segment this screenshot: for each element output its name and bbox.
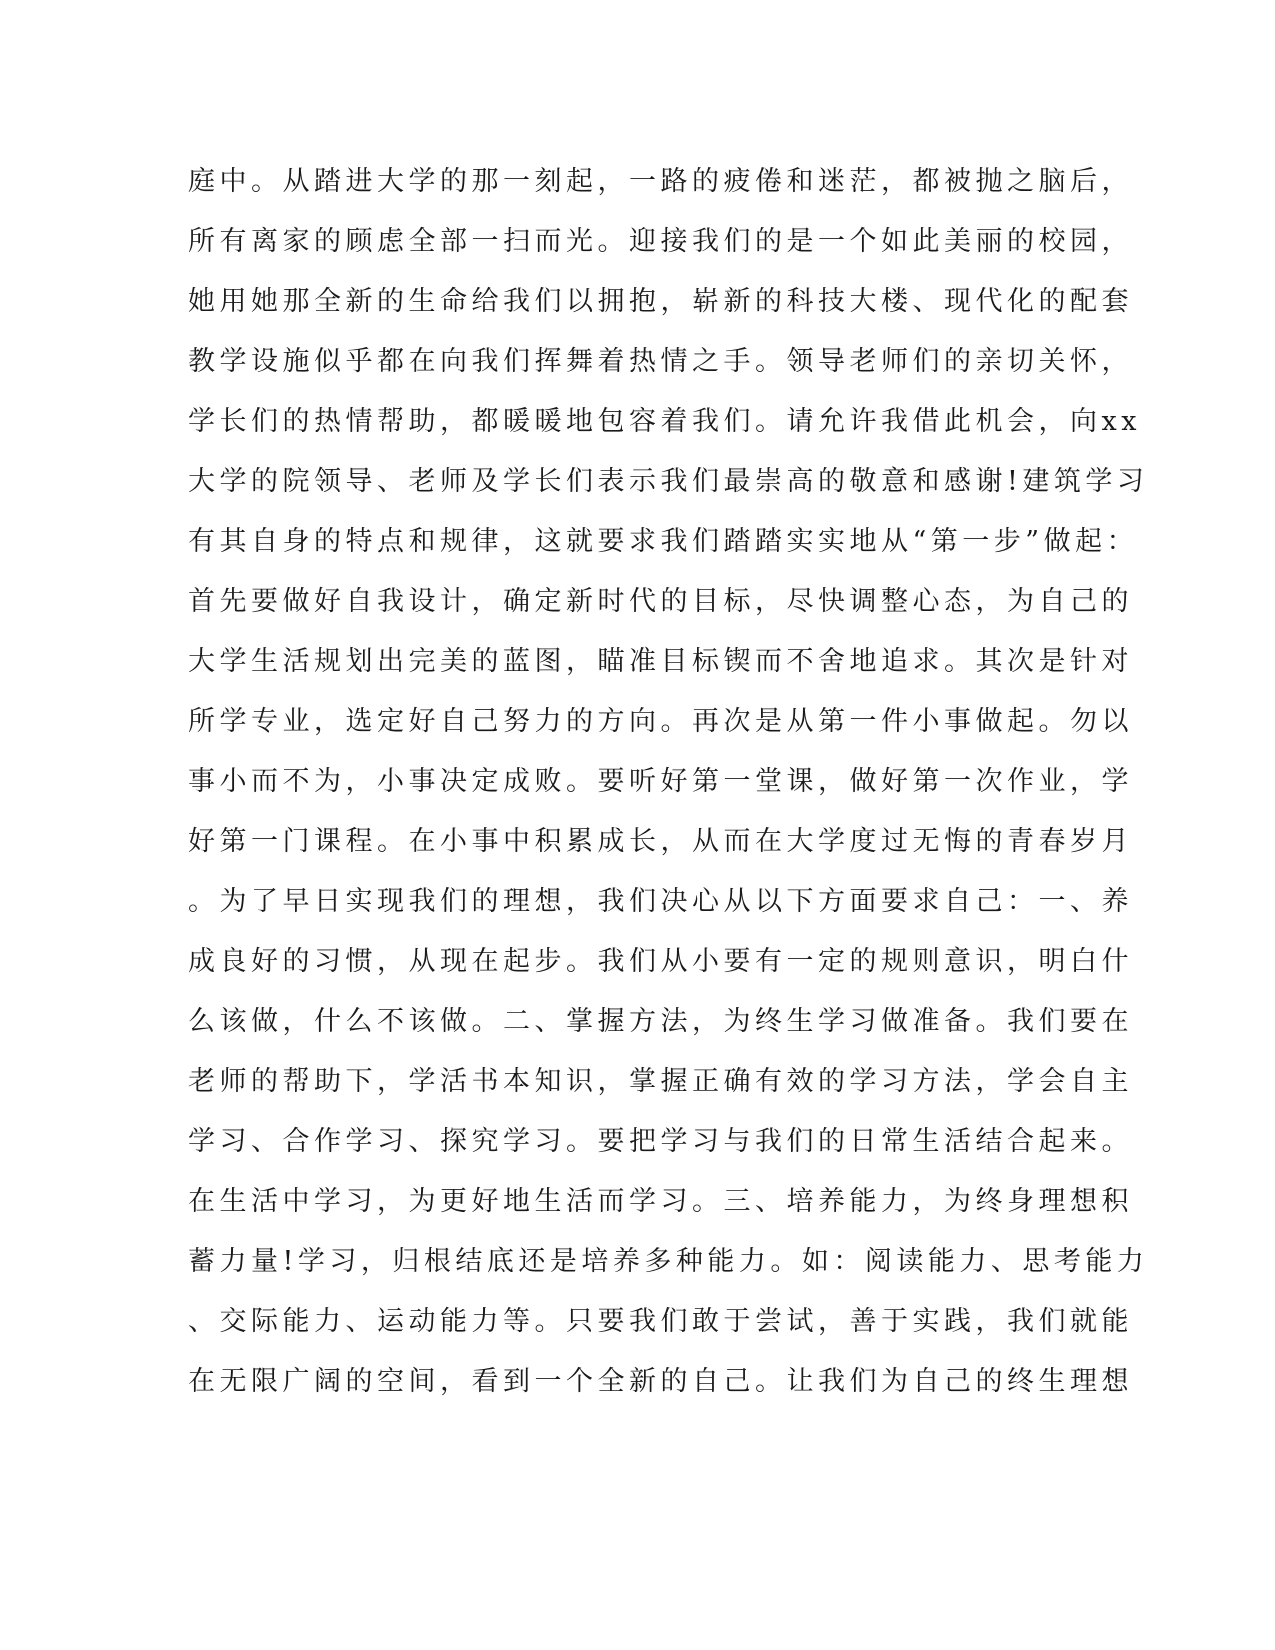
text-line: 所有离家的顾虑全部一扫而光。迎接我们的是一个如此美丽的校园， [188,226,1133,257]
text-line: 事小而不为，小事决定成败。要听好第一堂课，做好第一次作业，学 [188,766,1133,797]
text-line: 。为了早日实现我们的理想，我们决心从以下方面要求自己：一、养 [188,886,1133,917]
text-line: 她用她那全新的生命给我们以拥抱，崭新的科技大楼、现代化的配套 [188,286,1133,317]
text-line: 、交际能力、运动能力等。只要我们敢于尝试，善于实践，我们就能 [188,1306,1133,1337]
text-line: 学长们的热情帮助，都暖暖地包容着我们。请允许我借此机会，向xx [188,406,1141,437]
body-text [188,152,1149,1412]
text-line: 所学专业，选定好自己努力的方向。再次是从第一件小事做起。勿以 [188,706,1133,737]
text-line: 成良好的习惯，从现在起步。我们从小要有一定的规则意识，明白什 [188,946,1133,977]
text-line: 学习、合作学习、探究学习。要把学习与我们的日常生活结合起来。 [188,1126,1133,1157]
text-line: 老师的帮助下，学活书本知识，掌握正确有效的学习方法，学会自主 [188,1066,1133,1097]
text-line: 么该做，什么不该做。二、掌握方法，为终生学习做准备。我们要在 [188,1006,1133,1037]
text-line: 教学设施似乎都在向我们挥舞着热情之手。领导老师们的亲切关怀， [188,346,1133,377]
text-line: 首先要做好自我设计，确定新时代的目标，尽快调整心态，为自己的 [188,586,1133,617]
text-line: 在生活中学习，为更好地生活而学习。三、培养能力，为终身理想积 [188,1186,1133,1217]
text-line: 在无限广阔的空间，看到一个全新的自己。让我们为自己的终生理想 [188,1366,1133,1397]
text-line: 庭中。从踏进大学的那一刻起，一路的疲倦和迷茫，都被抛之脑后， [188,166,1133,197]
text-line: 好第一门课程。在小事中积累成长，从而在大学度过无悔的青春岁月 [188,826,1133,857]
text-line: 有其自身的特点和规律，这就要求我们踏踏实实地从“第一步”做起： [188,526,1139,557]
text-line: 蓄力量!学习，归根结底还是培养多种能力。如：阅读能力、思考能力 [188,1246,1149,1277]
text-line: 大学的院领导、老师及学长们表示我们最崇高的敬意和感谢!建筑学习 [188,466,1149,497]
text-line: 大学生活规划出完美的蓝图，瞄准目标锲而不舍地追求。其次是针对 [188,646,1133,677]
